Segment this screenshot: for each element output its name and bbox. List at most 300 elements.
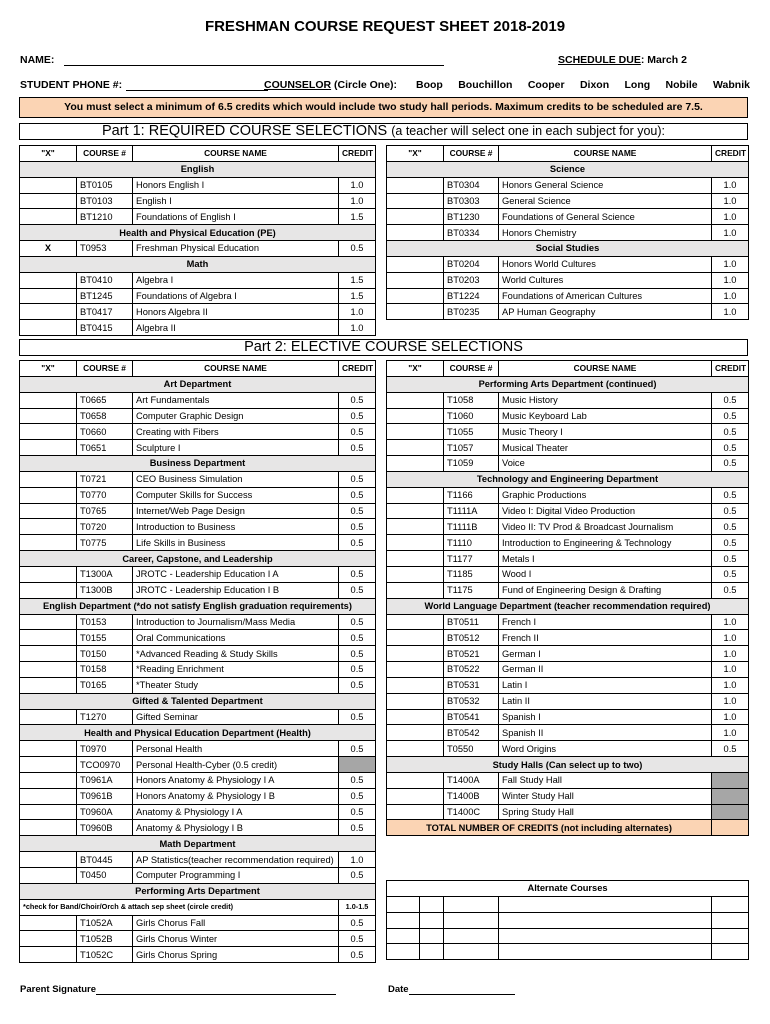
name-field[interactable] — [64, 65, 444, 66]
credit-cell: 0.5 — [339, 408, 376, 424]
course-name-text: *Advanced Reading & Study Skills — [136, 648, 278, 659]
course-name-cell — [133, 241, 339, 257]
course-name-text: German II — [502, 664, 544, 675]
select-x-cell[interactable] — [387, 709, 444, 725]
section-header-row — [20, 551, 376, 567]
course-row — [387, 177, 749, 193]
course-number-cell: T1166 — [444, 487, 499, 503]
course-number-cell: BT1210 — [77, 209, 133, 225]
course-name-text: Anatomy & Physiology I A — [136, 807, 243, 818]
course-number-cell: T1175 — [444, 582, 499, 598]
x-column-header: "X" — [20, 146, 77, 162]
parent-signature-field[interactable] — [96, 985, 336, 995]
course-name-text: Sculpture I — [136, 442, 181, 453]
course-name-text: Honors Chemistry — [502, 227, 577, 238]
course-number-cell: T0651 — [77, 440, 133, 456]
select-x-cell[interactable] — [20, 209, 77, 225]
course-row — [387, 725, 749, 741]
select-x-cell[interactable] — [387, 304, 444, 320]
select-x-cell[interactable] — [20, 320, 77, 336]
select-x-cell[interactable] — [387, 677, 444, 693]
credit-cell: 0.5 — [339, 772, 376, 788]
select-x-cell[interactable] — [20, 471, 77, 487]
course-name-text: Computer Graphic Design — [136, 410, 244, 421]
alternate-x-cell[interactable] — [387, 912, 420, 928]
course-name-text: Honors Algebra II — [136, 306, 208, 317]
select-x-cell[interactable] — [387, 503, 444, 519]
course-name-note: (teacher recommendation required) — [188, 854, 334, 865]
course-name-cell — [499, 788, 712, 804]
counselor-option[interactable]: Bouchillon — [458, 79, 513, 91]
alternate-x-cell[interactable] — [420, 928, 444, 944]
course-number-cell: T0770 — [77, 487, 133, 503]
select-x-cell[interactable] — [20, 272, 77, 288]
total-credits-field[interactable] — [712, 820, 749, 836]
course-row — [20, 392, 376, 408]
required-courses-right-table — [386, 145, 749, 320]
course-number-cell: T0165 — [77, 677, 133, 693]
credit-cell: 0.5 — [339, 614, 376, 630]
alternate-name-cell[interactable] — [499, 928, 712, 944]
course-name-text: Fund of Engineering Design & Drafting — [502, 585, 662, 596]
alternate-x-cell[interactable] — [387, 944, 420, 960]
course-row — [20, 535, 376, 551]
alternate-row — [387, 912, 749, 928]
select-x-cell[interactable] — [387, 614, 444, 630]
course-name-cell — [133, 630, 339, 646]
select-x-cell[interactable] — [387, 408, 444, 424]
select-x-cell[interactable] — [20, 931, 77, 947]
alternate-credit-cell[interactable] — [712, 944, 749, 960]
select-x-cell[interactable] — [387, 209, 444, 225]
credit-cell: 1.0 — [712, 193, 749, 209]
course-name-text: CEO Business Simulation — [136, 474, 243, 485]
course-name-cell — [133, 440, 339, 456]
alternate-credit-cell[interactable] — [712, 896, 749, 912]
alternate-row — [387, 896, 749, 912]
credit-cell: 0.5 — [339, 931, 376, 947]
select-x-cell[interactable] — [20, 868, 77, 884]
section-header: Math Department — [20, 836, 376, 852]
course-name-cell — [133, 868, 339, 884]
course-row — [20, 820, 376, 836]
select-x-cell[interactable] — [387, 519, 444, 535]
section-header: World Language Department (teacher recommendation required) — [387, 598, 749, 614]
counselor-option[interactable]: Nobile — [665, 79, 698, 91]
course-number-cell: BT0103 — [77, 193, 133, 209]
course-number-header: COURSE # — [77, 361, 133, 377]
select-x-cell[interactable] — [387, 392, 444, 408]
course-row — [20, 288, 376, 304]
course-name-text: English I — [136, 195, 172, 206]
select-x-cell[interactable] — [387, 272, 444, 288]
select-x-cell[interactable] — [20, 852, 77, 868]
course-row — [20, 757, 376, 773]
alternate-x-cell[interactable] — [420, 944, 444, 960]
credit-cell: 0.5 — [339, 677, 376, 693]
select-x-cell[interactable] — [20, 804, 77, 820]
part1-subtitle: (a teacher will select one in each subject for you): — [391, 124, 665, 138]
course-name-cell — [499, 519, 712, 535]
select-x-cell[interactable] — [20, 788, 77, 804]
select-x-cell[interactable] — [387, 662, 444, 678]
select-x-cell[interactable] — [387, 487, 444, 503]
select-x-cell[interactable] — [20, 820, 77, 836]
section-header-row — [20, 256, 376, 272]
total-credits-row — [387, 820, 749, 836]
course-number-cell: T0960A — [77, 804, 133, 820]
alternate-name-cell[interactable] — [499, 912, 712, 928]
counselor-option[interactable]: Boop — [416, 79, 443, 91]
course-row — [387, 456, 749, 472]
course-number-cell: T0953 — [77, 241, 133, 257]
course-row — [20, 503, 376, 519]
select-x-cell[interactable] — [387, 288, 444, 304]
course-row — [387, 614, 749, 630]
select-x-cell[interactable] — [20, 288, 77, 304]
select-x-cell[interactable] — [20, 757, 77, 773]
section-header-row — [20, 725, 376, 741]
course-name-cell — [499, 535, 712, 551]
alternate-num-cell[interactable] — [444, 928, 499, 944]
credit-cell: 0.5 — [712, 503, 749, 519]
note-row — [20, 899, 376, 915]
section-header: Art Department — [20, 376, 376, 392]
alternate-credit-cell[interactable] — [712, 912, 749, 928]
course-name-cell — [499, 646, 712, 662]
credit-cell: 0.5 — [339, 582, 376, 598]
select-x-cell[interactable] — [387, 551, 444, 567]
course-name-text: Introduction to Engineering & Technology — [502, 537, 672, 548]
credit-cell: 1.0 — [712, 209, 749, 225]
course-row — [20, 177, 376, 193]
course-name-cell — [133, 272, 339, 288]
course-number-cell: T1052C — [77, 947, 133, 963]
course-number-cell: T1110 — [444, 535, 499, 551]
course-name-text: Foundations of General Science — [502, 211, 635, 222]
course-row — [387, 662, 749, 678]
select-x-cell[interactable] — [20, 535, 77, 551]
course-row — [20, 272, 376, 288]
select-x-cell[interactable] — [387, 440, 444, 456]
table-header-row — [20, 146, 376, 162]
alternate-name-cell[interactable] — [499, 944, 712, 960]
date-field-group — [388, 984, 515, 995]
select-x-cell[interactable] — [20, 709, 77, 725]
course-name-cell — [499, 503, 712, 519]
course-name-cell — [133, 662, 339, 678]
course-row — [20, 915, 376, 931]
course-name-text: Foundations of American Cultures — [502, 291, 643, 302]
select-x-cell[interactable] — [20, 177, 77, 193]
course-name-text: Voice — [502, 458, 525, 469]
select-x-cell[interactable] — [20, 487, 77, 503]
section-header: Business Department — [20, 456, 376, 472]
credit-cell: 0.5 — [712, 440, 749, 456]
course-name-cell — [499, 662, 712, 678]
select-x-cell[interactable] — [387, 193, 444, 209]
select-x-cell[interactable]: X — [20, 241, 77, 257]
credit-cell: 1.0 — [339, 852, 376, 868]
credit-cell: 1.0 — [712, 256, 749, 272]
select-x-cell[interactable] — [387, 725, 444, 741]
course-number-header: COURSE # — [77, 146, 133, 162]
select-x-cell[interactable] — [387, 772, 444, 788]
course-name-cell — [499, 440, 712, 456]
credit-cell: 1.0 — [339, 177, 376, 193]
course-number-cell: T1400C — [444, 804, 499, 820]
course-row — [20, 630, 376, 646]
course-name-text: Spring Study Hall — [502, 807, 574, 818]
course-name-text: *Theater Study — [136, 680, 199, 691]
counselor-option[interactable]: Long — [624, 79, 651, 91]
course-name-text: *Reading Enrichment — [136, 664, 224, 675]
select-x-cell[interactable] — [387, 630, 444, 646]
select-x-cell[interactable] — [20, 741, 77, 757]
phone-field[interactable] — [126, 90, 268, 91]
course-row — [20, 947, 376, 963]
course-name-text: Introduction to Business — [136, 521, 236, 532]
select-x-cell[interactable] — [387, 741, 444, 757]
section-header-row — [387, 471, 749, 487]
course-row — [20, 487, 376, 503]
course-number-header: COURSE # — [444, 361, 499, 377]
select-x-cell[interactable] — [20, 630, 77, 646]
select-x-cell[interactable] — [20, 440, 77, 456]
section-header: English — [20, 161, 376, 177]
select-x-cell[interactable] — [387, 424, 444, 440]
credit-cell: 0.5 — [339, 947, 376, 963]
course-name-cell — [499, 630, 712, 646]
course-name-header: COURSE NAME — [133, 146, 339, 162]
course-row — [387, 693, 749, 709]
select-x-cell[interactable] — [20, 677, 77, 693]
course-name-text: Computer Programming I — [136, 870, 241, 881]
alternate-x-cell[interactable] — [387, 928, 420, 944]
credit-cell: 1.0 — [712, 630, 749, 646]
course-row — [387, 741, 749, 757]
credit-cell: 0.5 — [339, 535, 376, 551]
course-name-text: Spanish II — [502, 727, 544, 738]
course-name-text: Introduction to Journalism/Mass Media — [136, 616, 296, 627]
course-name-text: Latin I — [502, 680, 528, 691]
alternate-num-cell[interactable] — [444, 896, 499, 912]
select-x-cell[interactable] — [20, 614, 77, 630]
course-number-cell: T1057 — [444, 440, 499, 456]
select-x-cell[interactable] — [387, 225, 444, 241]
course-number-cell: BT0235 — [444, 304, 499, 320]
select-x-cell[interactable] — [387, 788, 444, 804]
course-row — [387, 709, 749, 725]
course-row — [387, 272, 749, 288]
section-header: English Department (*do not satisfy English graduation requirements) — [20, 598, 376, 614]
course-number-cell: T1300B — [77, 582, 133, 598]
course-number-cell: T0155 — [77, 630, 133, 646]
alternate-name-cell[interactable] — [499, 896, 712, 912]
course-row — [387, 582, 749, 598]
alternate-x-cell[interactable] — [420, 912, 444, 928]
select-x-cell[interactable] — [20, 193, 77, 209]
course-name-cell — [499, 304, 712, 320]
select-x-cell[interactable] — [387, 804, 444, 820]
course-name-cell — [133, 614, 339, 630]
section-header-row — [20, 376, 376, 392]
course-number-header: COURSE # — [444, 146, 499, 162]
course-name-text: German I — [502, 648, 541, 659]
table-header-row — [387, 146, 749, 162]
select-x-cell[interactable] — [20, 772, 77, 788]
course-name-text: Graphic Productions — [502, 490, 587, 501]
credit-cell: 0.5 — [339, 519, 376, 535]
select-x-cell[interactable] — [387, 456, 444, 472]
select-x-cell[interactable] — [20, 662, 77, 678]
course-row — [387, 519, 749, 535]
course-name-text: Metals I — [502, 553, 535, 564]
course-name-cell — [499, 614, 712, 630]
credit-cell: 0.5 — [339, 471, 376, 487]
select-x-cell[interactable] — [387, 646, 444, 662]
part2-heading: Part 2: ELECTIVE COURSE SELECTIONS — [244, 339, 523, 355]
course-name-text: Honors English I — [136, 180, 205, 191]
section-header: Technology and Engineering Department — [387, 471, 749, 487]
credit-cell: 0.5 — [339, 662, 376, 678]
alternate-x-cell[interactable] — [387, 896, 420, 912]
course-number-cell: T0961B — [77, 788, 133, 804]
select-x-cell[interactable] — [20, 503, 77, 519]
course-row — [387, 256, 749, 272]
select-x-cell[interactable] — [20, 519, 77, 535]
course-name-cell — [133, 820, 339, 836]
course-number-cell: T1270 — [77, 709, 133, 725]
credit-header: CREDIT — [339, 361, 376, 377]
course-name-text: Computer Skills for Success — [136, 490, 253, 501]
course-number-cell: BT0542 — [444, 725, 499, 741]
parent-signature — [20, 984, 336, 995]
course-number-cell: T0765 — [77, 503, 133, 519]
course-name-text: Foundations of English I — [136, 211, 236, 222]
course-name-cell — [133, 852, 339, 868]
credit-cell — [712, 772, 749, 788]
credit-cell: 1.0 — [712, 304, 749, 320]
select-x-cell[interactable] — [20, 582, 77, 598]
course-name-cell — [499, 693, 712, 709]
course-row — [20, 852, 376, 868]
course-row — [20, 424, 376, 440]
course-row — [387, 440, 749, 456]
select-x-cell[interactable] — [387, 535, 444, 551]
course-row — [387, 646, 749, 662]
counselor-option[interactable]: Cooper — [527, 79, 565, 91]
credit-cell: 0.5 — [712, 582, 749, 598]
course-name-cell — [133, 804, 339, 820]
select-x-cell[interactable] — [20, 915, 77, 931]
course-name-text: Music Theory I — [502, 426, 563, 437]
alternate-x-cell[interactable] — [420, 896, 444, 912]
select-x-cell[interactable] — [20, 392, 77, 408]
credit-cell: 0.5 — [712, 741, 749, 757]
credit-cell: 1.0 — [712, 693, 749, 709]
credit-cell: 0.5 — [712, 456, 749, 472]
course-row — [20, 931, 376, 947]
credit-header: CREDIT — [712, 361, 749, 377]
select-x-cell[interactable] — [387, 693, 444, 709]
course-name-text: Spanish I — [502, 711, 541, 722]
alternate-num-cell[interactable] — [444, 944, 499, 960]
course-number-cell: BT0531 — [444, 677, 499, 693]
course-name-text: General Science — [502, 195, 571, 206]
select-x-cell[interactable] — [20, 646, 77, 662]
section-header: Study Halls (Can select up to two) — [387, 757, 749, 773]
performing-arts-note: *check for Band/Choir/Orch & attach sep sheet (circle credit) — [20, 899, 339, 915]
course-row — [20, 209, 376, 225]
course-name-text: Oral Communications — [136, 632, 226, 643]
section-header-row — [387, 598, 749, 614]
course-name-cell — [133, 931, 339, 947]
date-field[interactable] — [409, 985, 515, 995]
select-x-cell[interactable] — [20, 408, 77, 424]
alternate-credit-cell[interactable] — [712, 928, 749, 944]
course-name-cell — [499, 408, 712, 424]
phone-row — [20, 79, 748, 93]
counselor-option[interactable]: Wabnik — [713, 79, 750, 91]
course-number-cell: T0961A — [77, 772, 133, 788]
course-number-cell: BT1245 — [77, 288, 133, 304]
course-name-text: Creating with Fibers — [136, 426, 219, 437]
course-name-text: Honors General Science — [502, 180, 604, 191]
course-number-cell: BT0511 — [444, 614, 499, 630]
elective-courses-right-table — [386, 360, 749, 836]
course-name-cell — [133, 193, 339, 209]
credit-cell: 1.0 — [712, 709, 749, 725]
select-x-cell[interactable] — [20, 566, 77, 582]
course-number-cell: BT0203 — [444, 272, 499, 288]
credit-cell: 1.0 — [712, 725, 749, 741]
select-x-cell[interactable] — [387, 566, 444, 582]
course-row — [20, 519, 376, 535]
course-number-cell: BT0304 — [444, 177, 499, 193]
credit-cell: 1.0 — [712, 662, 749, 678]
course-name-text: Gifted Seminar — [136, 711, 199, 722]
course-name-cell — [499, 709, 712, 725]
alternate-num-cell[interactable] — [444, 912, 499, 928]
select-x-cell[interactable] — [20, 304, 77, 320]
counselor-option[interactable]: Dixon — [579, 79, 610, 91]
course-name-text: Honors World Cultures — [502, 259, 596, 270]
course-row — [20, 804, 376, 820]
course-number-cell: T1058 — [444, 392, 499, 408]
credit-cell: 0.5 — [712, 392, 749, 408]
select-x-cell[interactable] — [20, 947, 77, 963]
course-name-cell — [499, 256, 712, 272]
select-x-cell[interactable] — [387, 177, 444, 193]
course-name-text: Music History — [502, 395, 558, 406]
course-number-cell: T1060 — [444, 408, 499, 424]
course-number-cell: T0550 — [444, 741, 499, 757]
select-x-cell[interactable] — [20, 424, 77, 440]
select-x-cell[interactable] — [387, 582, 444, 598]
x-column-header: "X" — [387, 146, 444, 162]
course-name-cell — [133, 320, 339, 336]
select-x-cell[interactable] — [387, 256, 444, 272]
course-number-cell: T1052A — [77, 915, 133, 931]
course-name-text: Fall Study Hall — [502, 775, 562, 786]
course-number-cell: T1052B — [77, 931, 133, 947]
credit-cell: 1.5 — [339, 288, 376, 304]
course-name-cell — [499, 551, 712, 567]
course-row — [387, 772, 749, 788]
course-name-cell — [133, 646, 339, 662]
course-row — [20, 408, 376, 424]
